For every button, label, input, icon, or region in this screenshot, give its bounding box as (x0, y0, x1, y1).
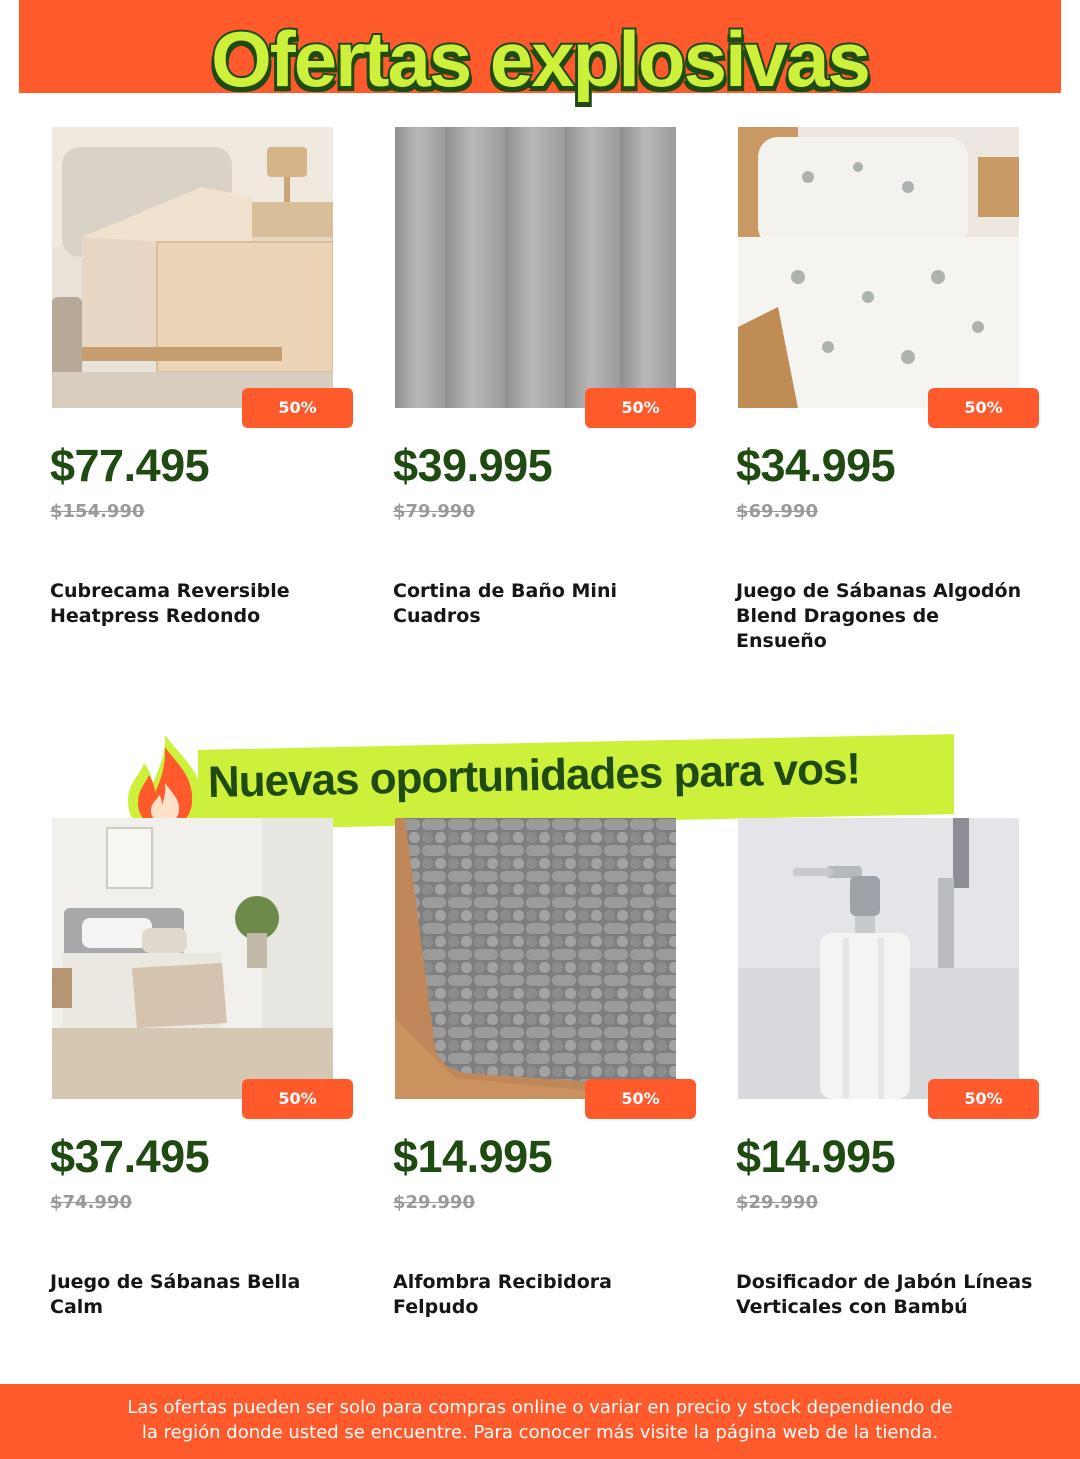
price: $14.995 (736, 1131, 896, 1182)
price: $14.995 (393, 1131, 553, 1182)
product-name[interactable]: Alfombra Recibidora Felpudo (393, 1271, 612, 1318)
disclaimer-line-1: Las ofertas pueden ser solo para compras online o variar en precio y stock dependiendo de (127, 1397, 953, 1418)
product-name[interactable]: Cortina de Baño Mini Cuadros (393, 580, 617, 627)
bedspread-photo[interactable] (52, 127, 333, 408)
bedroom-sheets-photo[interactable] (52, 818, 333, 1099)
old-price: $154.990 (50, 501, 145, 522)
old-price: $69.990 (736, 501, 818, 522)
product-name[interactable]: Juego de Sábanas Bella Calm (50, 1271, 301, 1318)
old-price: $29.990 (393, 1192, 475, 1213)
disclaimer-line-2: la región donde usted se encuentre. Para conocer más visite la página web de la tienda. (141, 1422, 939, 1443)
price: $37.495 (50, 1131, 210, 1182)
dragon-sheets-photo[interactable] (738, 127, 1019, 408)
soap-dispenser-photo[interactable] (738, 818, 1019, 1099)
product-card[interactable] (52, 818, 352, 1338)
old-price: $74.990 (50, 1192, 132, 1213)
section-title: Nuevas oportunidades para vos! (207, 744, 861, 807)
price: $39.995 (393, 440, 553, 491)
price: $77.495 (50, 440, 210, 491)
product-card[interactable] (736, 127, 1038, 652)
discount-badge: 50% (928, 388, 1039, 428)
product-card[interactable] (738, 818, 1038, 1338)
product-card[interactable] (395, 818, 695, 1338)
price: $34.995 (736, 440, 896, 491)
discount-badge: 50% (242, 388, 353, 428)
page-title: Ofertas explosivas (211, 15, 869, 103)
product-name[interactable]: Cubrecama Reversible Heatpress Redondo (50, 580, 290, 627)
product-card[interactable] (52, 127, 352, 647)
discount-badge: 50% (928, 1079, 1039, 1119)
product-name[interactable]: Juego de Sábanas Algodón Blend Dragones de Ensueño (736, 580, 1022, 652)
discount-badge: 50% (242, 1079, 353, 1119)
old-price: $79.990 (393, 501, 475, 522)
doormat-photo[interactable] (395, 818, 676, 1099)
shower-curtain-photo[interactable] (395, 127, 676, 408)
footer-disclaimer (0, 1384, 1080, 1459)
discount-badge: 50% (585, 1079, 696, 1119)
discount-badge: 50% (585, 388, 696, 428)
product-card[interactable] (395, 127, 695, 647)
old-price: $29.990 (736, 1192, 818, 1213)
product-name[interactable]: Dosificador de Jabón Líneas Verticales con Bambú (736, 1271, 1033, 1318)
